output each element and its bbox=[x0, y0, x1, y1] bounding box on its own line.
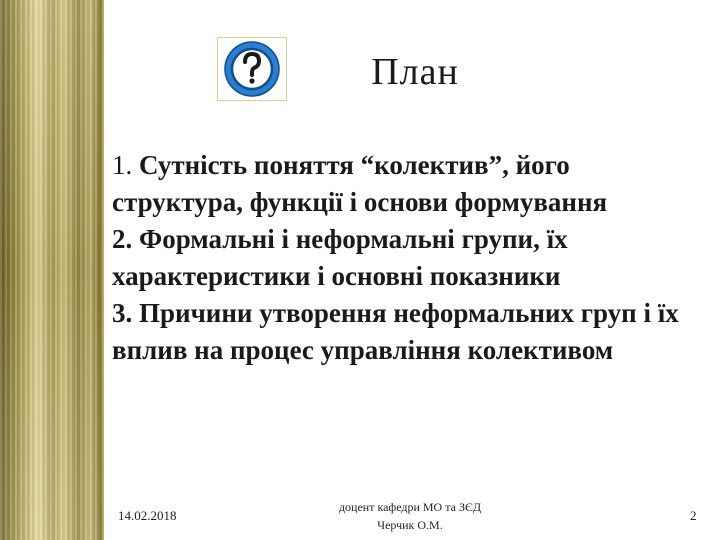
footer-author-line1: доцент кафедри МО та ЗЄД bbox=[338, 500, 482, 514]
plan-list bbox=[112, 147, 702, 369]
footer-author bbox=[300, 498, 520, 534]
help-question-icon bbox=[217, 37, 287, 101]
plan-item-number: 1. bbox=[112, 150, 133, 180]
plan-item-2 bbox=[112, 221, 702, 295]
plan-item-text: Причини утворення неформальних груп і їх вплив на процес управління колективом bbox=[112, 298, 679, 365]
plan-item-3 bbox=[112, 295, 702, 369]
footer-author-line2: Черчик О.М. bbox=[377, 518, 443, 532]
plan-item-1 bbox=[112, 147, 702, 221]
slide-page-number: 2 bbox=[690, 508, 697, 523]
plan-item-number: 3. bbox=[112, 298, 133, 328]
gold-border-edge bbox=[100, 0, 104, 540]
decorative-gold-border bbox=[0, 0, 100, 540]
plan-item-number: 2. bbox=[112, 224, 133, 254]
slide-title: План bbox=[371, 51, 459, 93]
plan-item-text: Формальні і неформальні групи, їх характеристики і основні показники bbox=[112, 224, 568, 291]
footer-date: 14.02.2018 bbox=[118, 508, 177, 523]
plan-item-text: Сутність поняття “колектив”, його структура, функції і основи формування bbox=[112, 150, 608, 217]
